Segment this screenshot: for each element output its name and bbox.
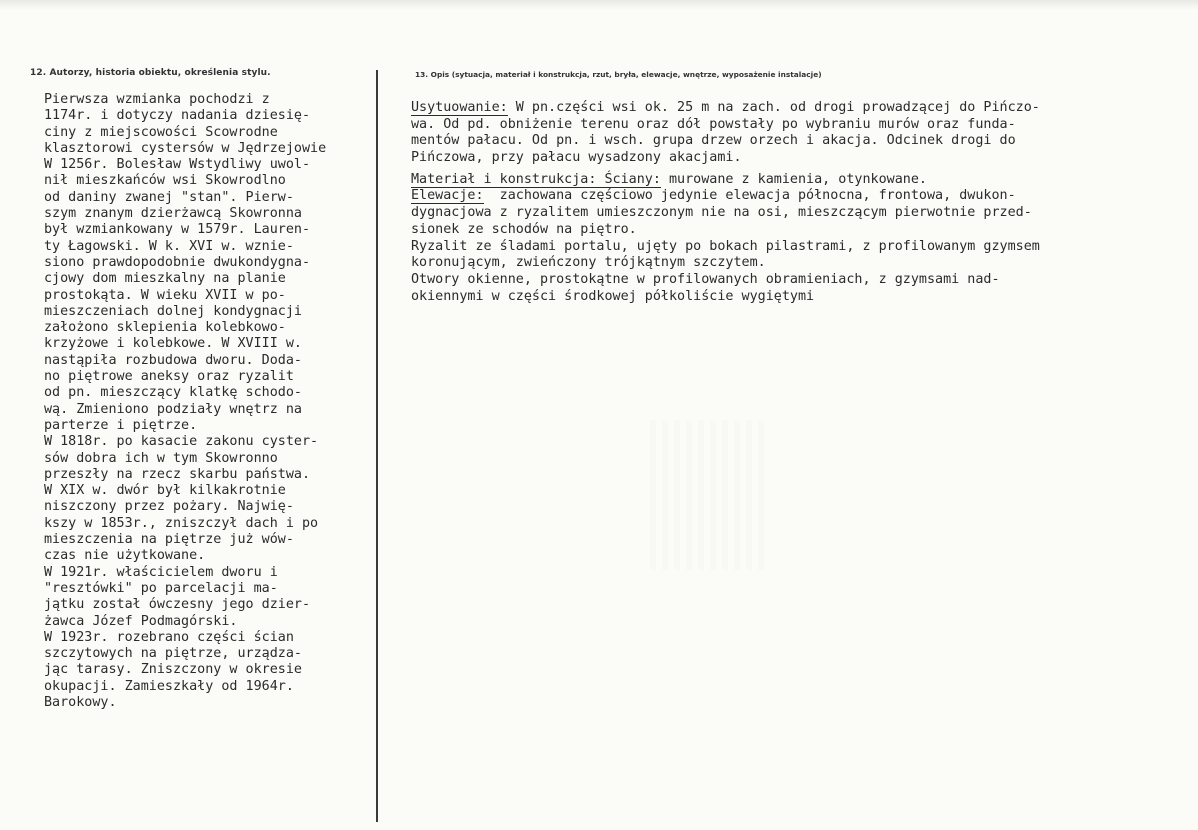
- elevation-line: Otwory okienne, prostokątne w profilowanych obramieniach, z gzymsami nad-: [411, 271, 1000, 287]
- history-text-line: kszy w 1853r., zniszczył dach i po: [44, 515, 319, 531]
- material-line: [411, 172, 1181, 189]
- elevation-line: koronującym, zwieńczony trójkątnym szczytem.: [411, 255, 766, 271]
- history-text-line: ty Łagowski. W k. XVI w. wznie-: [44, 238, 294, 254]
- location-label: Usytuowanie:: [411, 100, 508, 115]
- elevation-line: dygnacjowa z ryzalitem umieszczonym nie na osi, mieszczącym pierwotnie przed-: [411, 205, 1032, 221]
- history-text-line: krzyżowe i kolebkowe. W XVIII w.: [44, 336, 302, 352]
- page-top-shade: [0, 0, 1198, 10]
- history-column: [44, 92, 384, 711]
- history-text-line: od pn. mieszczący klatkę schodo-: [44, 385, 302, 401]
- history-text-line: ciny z miejscowości Scowrodne: [44, 124, 278, 140]
- history-text-line: klasztorowi cystersów w Jędrzejowie: [44, 140, 327, 156]
- history-text-line: mieszczeniach dolnej kondygnacji: [44, 303, 302, 319]
- history-text-line: przeszły na rzecz skarbu państwa.: [44, 466, 311, 482]
- elevation-line-1: [411, 188, 1181, 205]
- history-text-line: nastąpiła rozbudowa dworu. Doda-: [44, 352, 302, 368]
- history-text-line: W 1256r. Bolesław Wstydliwy uwol-: [44, 157, 311, 173]
- history-text-line: W XIX w. dwór był kilkakrotnie: [44, 483, 286, 499]
- paper-texture: [650, 420, 770, 570]
- location-line: Pińczowa, przy pałacu wysadzony akacjami.: [411, 150, 742, 166]
- elevation-line: okiennymi w części środkowej półkoliście wygiętymi: [411, 288, 815, 304]
- location-line: wa. Od pd. obniżenie terenu oraz dół powstały po wybraniu murów oraz funda-: [411, 116, 1016, 132]
- history-text-line: szym znanym dzierżawcą Skowronna: [44, 206, 302, 222]
- history-text-line: "resztówki" po parcelacji ma-: [44, 580, 278, 596]
- location-line-1: [411, 100, 1181, 117]
- history-text-line: był wzmiankowany w 1579r. Lauren-: [44, 222, 311, 238]
- history-text-line: Barokowy.: [44, 694, 117, 710]
- history-text-line: sów dobra ich w tym Skowronno: [44, 450, 278, 466]
- elevation-line: Ryzalit ze śladami portalu, ujęty po bokach pilastrami, z profilowanym gzymsem: [411, 238, 1040, 254]
- material-text: murowane z kamienia, otynkowane.: [660, 171, 927, 187]
- history-text-line: siono prawdopodobnie dwukondygna-: [44, 254, 311, 270]
- section-13-header: 13. Opis (sytuacja, materiał i konstrukcja, rzut, bryła, elewacje, wnętrze, wyposażenie instalacje): [415, 70, 822, 79]
- history-text-line: mieszczenia na piętrze już wów-: [44, 532, 294, 548]
- history-text-line: jątku został ówczesny jego dzier-: [44, 597, 311, 613]
- elevation-line: sionek ze schodów na piętro.: [411, 221, 637, 237]
- location-line: mentów pałacu. Od pn. i wsch. grupa drzew orzech i akacja. Odcinek drogi do: [411, 133, 1016, 149]
- history-text-line: Pierwsza wzmianka pochodzi z: [44, 92, 270, 107]
- history-text-line: parterze i piętrze.: [44, 417, 198, 433]
- history-text-line: nił mieszkańców wsi Skowrodlno: [44, 173, 286, 189]
- history-text-line: W 1923r. rozebrano części ścian: [44, 629, 294, 645]
- history-text-line: 1174r. i dotyczy nadania dziesię-: [44, 108, 311, 124]
- history-text-line: wą. Zmieniono podziały wnętrz na: [44, 401, 302, 417]
- material-label: Materiał i konstrukcja: Ściany:: [411, 171, 661, 187]
- history-text-line: no piętrowe aneksy oraz ryzalit: [44, 369, 294, 385]
- section-12-header: 12. Autorzy, historia obiektu, określenia stylu.: [30, 68, 271, 78]
- history-text-line: szczytowych na piętrze, urządza-: [44, 646, 302, 662]
- elevation-text: zachowana częściowo jedynie elewacja północna, frontowa, dwukon-: [483, 188, 1016, 204]
- history-text-line: czas nie użytkowane.: [44, 548, 206, 564]
- history-text-line: prostokąta. W wieku XVII w po-: [44, 287, 286, 303]
- elevation-label: Elewacje:: [411, 188, 484, 204]
- description-column: [411, 100, 1181, 305]
- history-text-line: W 1921r. właścicielem dworu i: [44, 564, 278, 580]
- location-text: W pn.części wsi ok. 25 m na zach. od drogi prowadzącej do Pińczo-: [507, 100, 1040, 115]
- history-text-line: W 1818r. po kasacie zakonu cyster-: [44, 434, 319, 450]
- history-text-line: żawca Józef Podmagórski.: [44, 613, 238, 629]
- history-text-line: jąc tarasy. Zniszczony w okresie: [44, 662, 302, 678]
- history-text-line: cjowy dom mieszkalny na planie: [44, 271, 286, 287]
- history-text-line: założono sklepienia kolebkowo-: [44, 320, 286, 336]
- history-text-line: niszczony przez pożary. Najwię-: [44, 499, 294, 515]
- history-text-line: od daniny zwanej "stan". Pierw-: [44, 189, 294, 205]
- history-text-line: okupacji. Zamieszkały od 1964r.: [44, 678, 294, 694]
